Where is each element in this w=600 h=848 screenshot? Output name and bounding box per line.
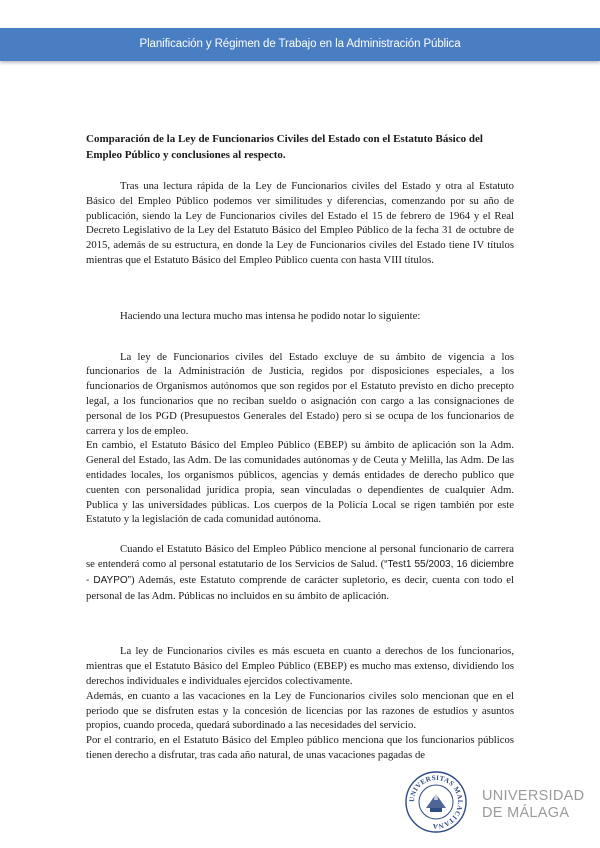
citation-reference: “Test1 55/2003, 16 diciembre - DAYPO” [86,558,514,586]
paragraph-statutory [86,542,514,603]
paragraph-statutory-part1: Cuando el Estatuto Básico del Empleo Público mencione al personal funcionario de carrera se entenderá como al personal estatutario de los Servicios de Salud. ( [86,543,514,570]
university-name-line1: UNIVERSIDAD [482,788,585,804]
header-band [0,28,600,61]
university-name [482,788,585,822]
seal-text: UNIVERSITAS MALACITANA [407,773,465,831]
university-seal-icon [404,770,468,834]
university-name-line2: DE MÁLAGA [482,805,570,821]
paragraph-vacations-ebep: Por el contrario, en el Estatuto Básico del Empleo público menciona que los funcionarios públicos tienen derecho a disfrutar, tras cada año natural, de unas vacaciones pagadas de [86,734,514,761]
paragraph-reading: Haciendo una lectura mucho mas intensa he podido notar lo siguiente: [120,309,421,322]
paragraph-rights: La ley de Funcionarios civiles es más escueta en cuanto a derechos de los funcionarios, mientras que el Estatuto Básico del Empleo Público (EBEP) es mucho mas extenso, dividiendo los derechos individuales e individuales ejercidos colectivamente. [86,645,514,687]
header-title: Planificación y Régimen de Trabajo en la Administración Pública [139,38,461,50]
paragraph-lfce-scope: La ley de Funcionarios civiles del Estado excluye de su ámbito de vigencia a los funcionarios de la Administración de Justicia, regidos por disposiciones especiales, a los funcionarios de Organismos autónomos que son regidos por el Estatuto previsto en dicho precepto legal, a los funcionarios que no reciban sueldo o asignación con cargo a las consignaciones de personal de los PGD (Presupuestos Generales del Estado) pero si se ocupa de los funcionarios de carrera y los de empleo. [86,350,514,437]
paragraph-statutory-part2: ) Además, este Estatuto comprende de carácter supletorio, es decir, cuenta con todo el personal de las Adm. Públicas no incluidos en su ámbito de aplicación. [86,573,514,602]
document-title: Comparación de la Ley de Funcionarios Civiles del Estado con el Estatuto Básico del Empleo Público y conclusiones al respecto. [86,133,483,161]
paragraph-intro: Tras una lectura rápida de la Ley de Funcionarios civiles del Estado y otra al Estatuto Básico del Empleo Público podemos ver similitudes y diferencias, comenzando por su año de publicación, siendo la Ley de Funcionarios civiles del Estado el 15 de febrero de 1964 y el Real Decreto Legislativo de la Ley del Estatuto Básico del Empleo Público de la fecha 31 de octubre de 2015, además de su estructura, en donde la Ley de Funcionarios civiles del Estado tiene IV títulos mientras que el Estatuto Básico del Empleo Público cuenta con hasta VIII títulos. [86,180,514,266]
paragraph-vacations-lfce: Además, en cuanto a las vacaciones en la Ley de Funcionarios civiles solo mencionan que en el periodo que se disfruten estas y la concesión de licencias por las razones de estudios y asuntos propios, cuando proceda, quedará subordinado a las necesidades del servicio. [86,689,514,732]
document-body [86,131,514,763]
paragraph-ebep-scope: En cambio, el Estatuto Básico del Empleo Público (EBEP) su ámbito de aplicación son la Adm. General del Estado, las Adm. De las comunidades autónomas y de Ceuta y Melilla, las Adm. De las entidades locales, los organismos públicos, agencias y demás entidades de derecho publico que cuenten con personalidad jurídica propia, sean vinculadas o dependientes de cualquier Adm. Publica y las universidades públicas. Los cuerpos de la Policía Local se rigen también por este Estatuto y la legislación de cada comunidad autónoma. [86,439,514,526]
university-logo [404,770,585,834]
